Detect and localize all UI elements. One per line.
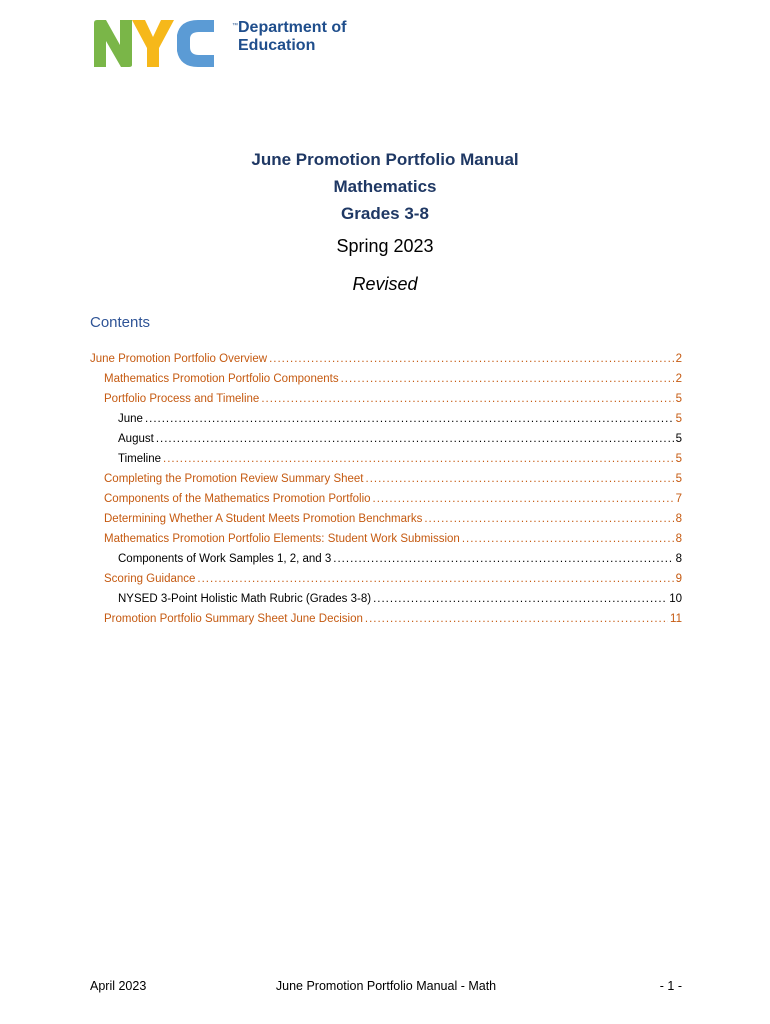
toc-leader [373, 593, 667, 605]
footer-title: June Promotion Portfolio Manual - Math [275, 979, 497, 993]
toc-entry-label: Components of the Mathematics Promotion Portfolio [104, 493, 371, 505]
toc-leader [197, 573, 673, 585]
logo-wordmark [232, 19, 347, 55]
logo-line-department: Department of [238, 19, 347, 36]
toc-entry-label: Portfolio Process and Timeline [104, 393, 260, 405]
toc-entry-page: 5 [675, 413, 682, 425]
toc-leader [424, 513, 673, 525]
toc-leader [156, 433, 674, 445]
toc-entry-process-timeline[interactable] [90, 393, 682, 413]
toc-entry-june[interactable] [90, 413, 682, 433]
toc-entry-rubric[interactable] [90, 593, 682, 613]
toc-leader [145, 413, 674, 425]
toc-leader [269, 353, 674, 365]
toc-entry-page: 5 [675, 453, 682, 465]
toc-entry-page: 10 [669, 593, 682, 605]
toc-entry-page: 2 [675, 373, 682, 385]
toc-leader [341, 373, 674, 385]
toc-entry-review-summary[interactable] [90, 473, 682, 493]
toc-leader [261, 393, 673, 405]
toc-entry-label: August [118, 433, 154, 445]
toc-leader [462, 533, 674, 545]
toc-leader [365, 613, 668, 625]
document-subject: Mathematics [333, 177, 437, 196]
toc-entry-benchmarks[interactable] [90, 513, 682, 533]
toc-entry-work-samples[interactable] [90, 553, 682, 573]
logo-line-education: Education [238, 37, 316, 54]
toc-entry-page: 9 [675, 573, 682, 585]
nyc-letters-logo-icon [92, 17, 234, 69]
trademark-symbol: ™ [232, 23, 238, 29]
toc-leader [373, 493, 674, 505]
toc-entry-august[interactable] [90, 433, 682, 453]
title-block [0, 146, 770, 297]
footer-page-number: - 1 - [659, 979, 682, 993]
toc-entry-page: 5 [675, 393, 682, 405]
toc-entry-timeline[interactable] [90, 453, 682, 473]
toc-entry-page: 5 [675, 433, 682, 445]
document-season: Spring 2023 [336, 236, 434, 256]
toc-entry-components[interactable] [90, 373, 682, 393]
toc-leader [366, 473, 674, 485]
document-status: Revised [352, 274, 418, 294]
toc-entry-label: Completing the Promotion Review Summary Sheet [104, 473, 364, 485]
toc-entry-page: 7 [675, 493, 682, 505]
toc-entry-page: 8 [675, 513, 682, 525]
toc-entry-label: Components of Work Samples 1, 2, and 3 [118, 553, 332, 565]
toc-entry-page: 11 [670, 613, 682, 625]
contents-heading: Contents [90, 314, 151, 331]
table-of-contents [90, 353, 682, 633]
toc-entry-label: June Promotion Portfolio Overview [90, 353, 268, 365]
toc-entry-label: Scoring Guidance [104, 573, 196, 585]
toc-entry-page: 8 [675, 553, 682, 565]
toc-entry-label: Mathematics Promotion Portfolio Elements: Student Work Submission [104, 533, 460, 545]
toc-entry-page: 5 [675, 473, 682, 485]
toc-entry-label: Determining Whether A Student Meets Promotion Benchmarks [104, 513, 423, 525]
toc-leader [163, 453, 674, 465]
toc-entry-label: Promotion Portfolio Summary Sheet June Decision [104, 613, 363, 625]
document-grades: Grades 3-8 [341, 204, 429, 223]
toc-entry-scoring-guidance[interactable] [90, 573, 682, 593]
toc-entry-label: NYSED 3-Point Holistic Math Rubric (Grades 3-8) [118, 593, 372, 605]
toc-entry-portfolio-components[interactable] [90, 493, 682, 513]
toc-entry-label: Timeline [118, 453, 162, 465]
toc-entry-june-decision[interactable] [90, 613, 682, 633]
page-footer [90, 979, 682, 999]
toc-entry-work-submission[interactable] [90, 533, 682, 553]
document-title: June Promotion Portfolio Manual [251, 150, 519, 169]
toc-entry-overview[interactable] [90, 353, 682, 373]
toc-leader [333, 553, 673, 565]
toc-entry-label: June [118, 413, 143, 425]
toc-entry-label: Mathematics Promotion Portfolio Components [104, 373, 339, 385]
toc-entry-page: 2 [675, 353, 682, 365]
toc-entry-page: 8 [675, 533, 682, 545]
nyc-doe-logo [92, 17, 347, 69]
footer-date: April 2023 [90, 979, 147, 993]
